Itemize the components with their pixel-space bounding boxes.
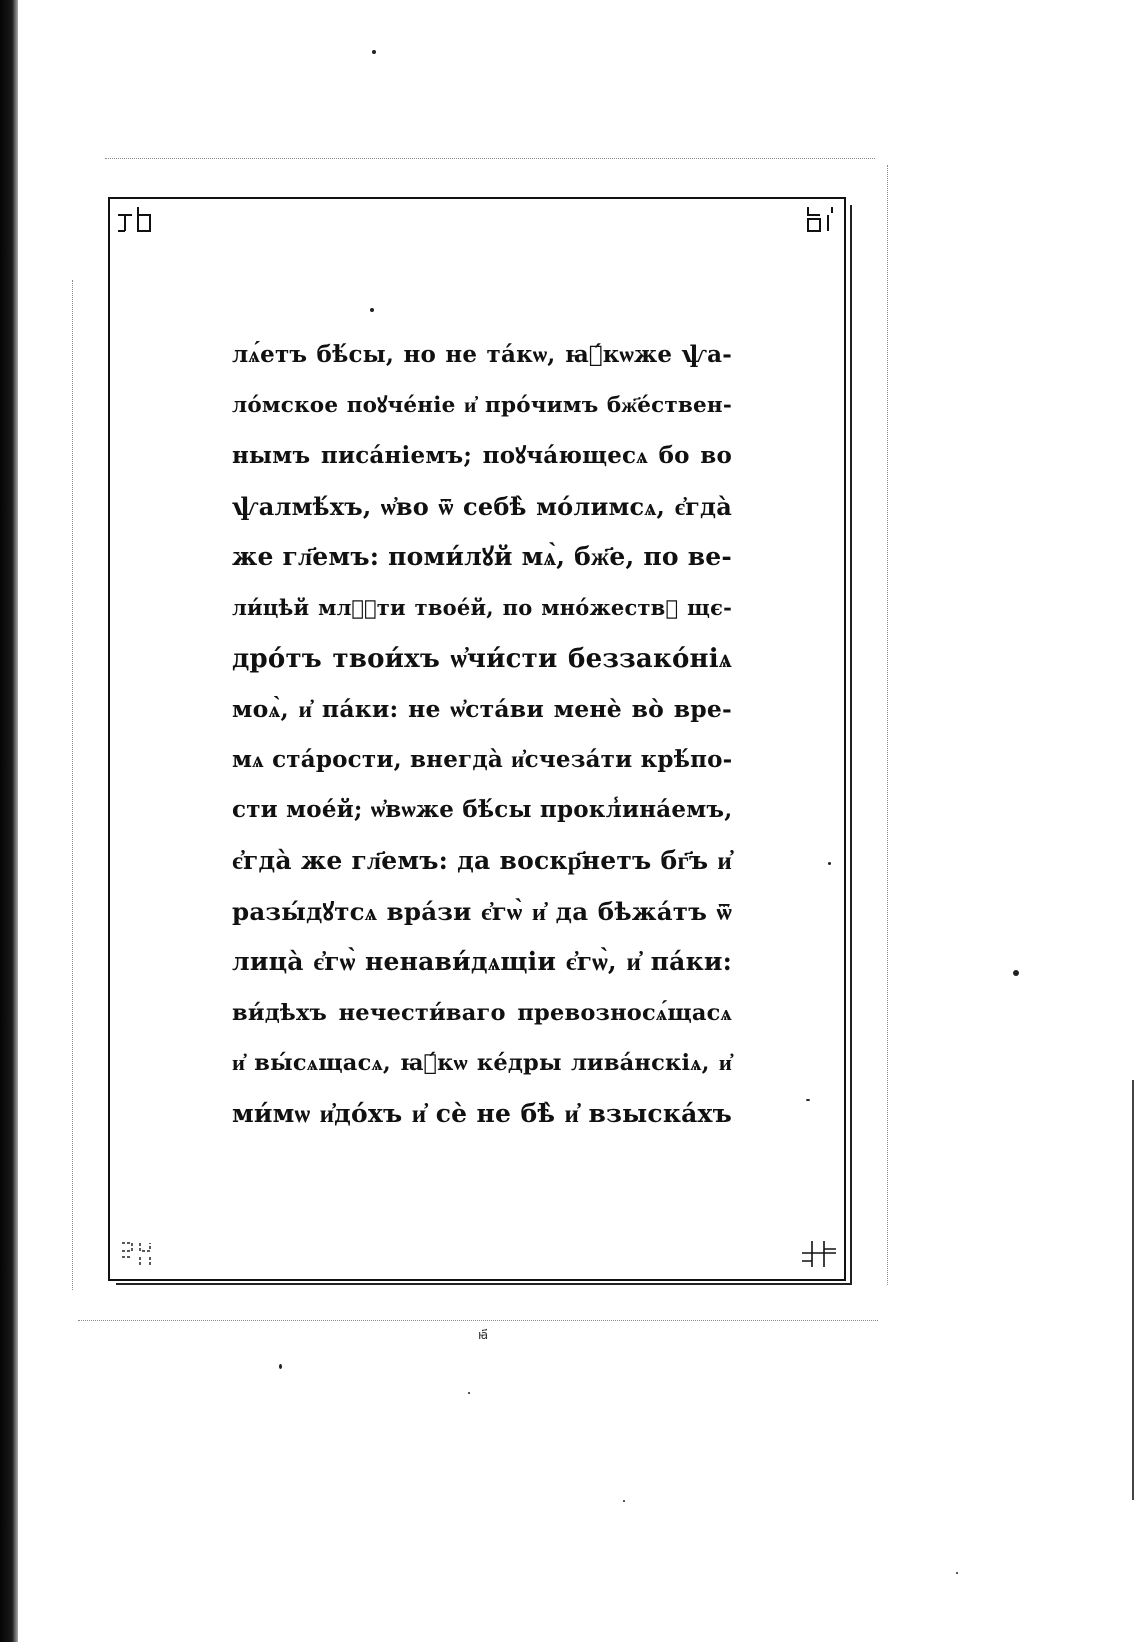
scan-speck (279, 1364, 282, 1369)
text-line: ѱалмѣ́хъ, ѡ҆во ѿ себѣ̀ мо́лимсѧ, є҆гда̀ (232, 491, 732, 521)
scan-speck (956, 1572, 958, 1574)
text-line: нымъ писа́ніемъ; поꙋча́ющесѧ бо во (232, 442, 732, 470)
corner-ornament-bottom-left-icon (118, 1239, 156, 1269)
corner-ornament-top-right-icon (802, 205, 840, 235)
crop-guide-left (72, 280, 73, 1290)
crop-guide-right (887, 165, 888, 1285)
text-line: лѧ́етъ бѣ́сы, но не та́кѡ, ꙗ҆́кѡже ѱа- (232, 341, 732, 368)
crop-guide-bottom (78, 1320, 878, 1321)
crop-guide-top (105, 158, 875, 159)
text-line: ло́мское поꙋче́ніе и҆ про́чимъ бж҃е́ствен- (232, 392, 732, 418)
text-line: мѧ ста́рости, внегда̀ и҆счеза́ти крѣ́по- (232, 745, 733, 773)
text-line: ли́цѣй млⷭ҇ти твое́й, по мно́жествꙋ щє- (232, 594, 732, 620)
scan-speck (1013, 970, 1019, 976)
text-line: є҆гда̀ же гл҃емъ: да воскр҃нетъ бг҃ъ и҆ (232, 845, 732, 875)
scan-speck (468, 1392, 470, 1394)
church-slavonic-text-block (232, 330, 732, 1140)
text-line: лица̀ є҆гѡ̀ ненави́дѧщіи є҆гѡ̀, и҆ па́ки: (232, 947, 732, 977)
text-line: сти мое́й; ѡ҆вѡже бѣ́сы прокл̾ина́емъ, (232, 796, 733, 824)
scan-edge-mark (1132, 1080, 1134, 1500)
binding-edge (0, 0, 18, 1642)
scan-speck (623, 1500, 625, 1502)
text-line: ви́дѣхъ нечести́ваго превозносѧ́щасѧ (232, 999, 732, 1026)
scan-speck (370, 308, 374, 312)
corner-ornament-bottom-right-icon (800, 1239, 838, 1269)
text-line: и҆ вы́сѧщасѧ, ꙗ҆́кѡ ке́дры лива́нскіѧ, и҆ (232, 1050, 732, 1077)
text-line: разы́дꙋтсѧ вра́зи є҆гѡ̀ и҆ да бѣжа́тъ ѿ (232, 896, 732, 926)
text-line: дро́тъ твои́хъ ѡ҆чи́сти беззако́ніѧ (232, 643, 732, 674)
corner-ornament-top-left-icon (116, 205, 154, 235)
page-signature-mark: ꙗ҃ (478, 1328, 489, 1342)
text-line: моѧ̀, и҆ па́ки: не ѡ҆ста́ви менѐ во̀ вре- (232, 695, 732, 724)
text-line: же гл҃емъ: поми́лꙋй мѧ̀, бж҃е, по ве- (232, 542, 732, 572)
scan-speck (806, 1099, 810, 1101)
text-line: ми́мѡ и҆до́хъ и҆ сѐ не бѣ̀ и҆ взыска́хъ (232, 1098, 732, 1128)
scan-speck (828, 862, 831, 865)
scan-speck (372, 50, 376, 54)
